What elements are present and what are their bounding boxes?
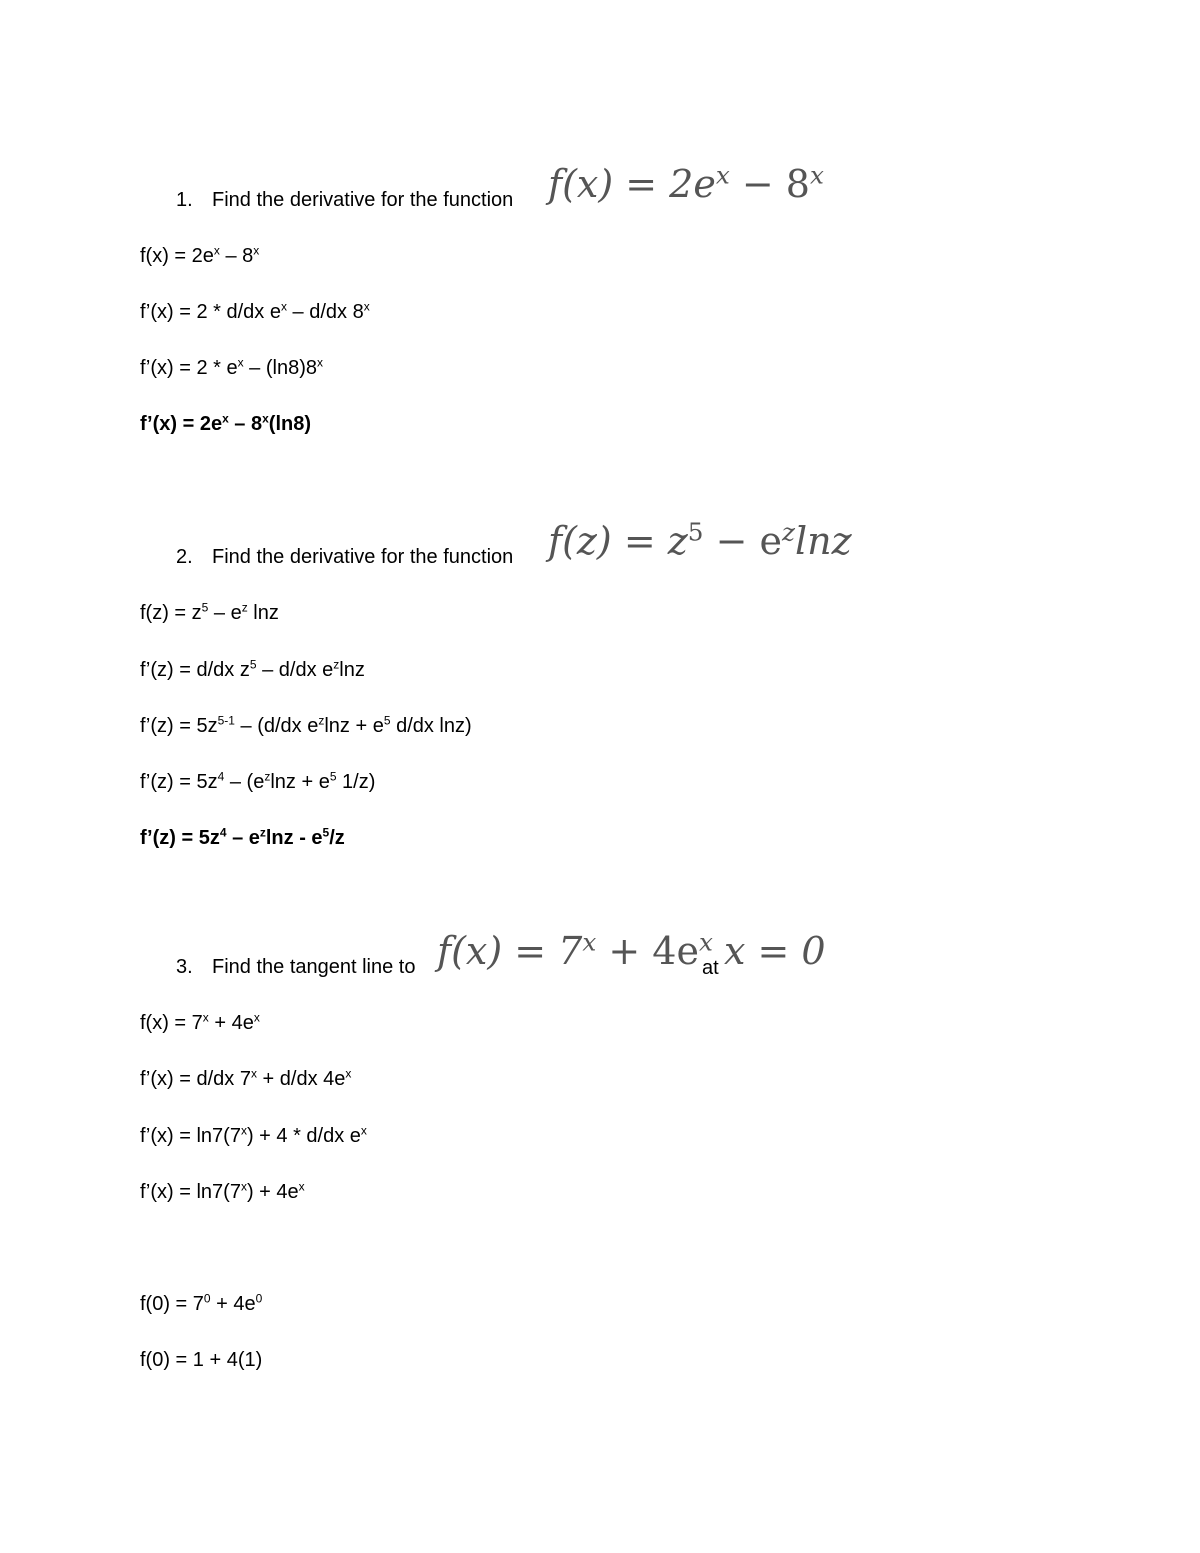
problem-2-answer xyxy=(140,826,345,850)
math-text-fragment: – e xyxy=(226,827,260,849)
problem-3-at-word: at xyxy=(702,957,719,979)
math-text-fragment: f’(x) = 2e xyxy=(140,413,223,435)
problem-3-step-3 xyxy=(140,1124,367,1148)
math-text-fragment: + d/dx 4e xyxy=(256,1068,346,1090)
math-text-fragment: x xyxy=(202,1010,209,1025)
math-text-fragment: f’(x) = d/dx 7 xyxy=(140,1068,251,1090)
math-text-fragment: – (ln8)8 xyxy=(243,357,317,379)
math-text-fragment: – d/dx 8 xyxy=(286,301,364,323)
problem-3-formula xyxy=(437,929,713,973)
math-text-fragment: x xyxy=(363,299,370,314)
math-text-fragment: – 8 xyxy=(228,413,263,435)
math-text-fragment: f(x) = 2e xyxy=(140,245,214,267)
math-text-fragment: – d/dx e xyxy=(256,659,334,681)
math-text-fragment: – (e xyxy=(224,771,265,793)
math-text-fragment: x xyxy=(237,355,244,370)
math-text-fragment: 5 xyxy=(687,517,704,547)
problem-1-step-1 xyxy=(140,244,259,268)
problem-1-answer xyxy=(140,412,311,436)
math-text-fragment: lnz - e xyxy=(265,827,323,849)
math-text-fragment: 0 xyxy=(255,1291,263,1306)
math-text-fragment: 5 xyxy=(383,713,391,728)
math-text-fragment: x xyxy=(698,927,713,957)
math-text-fragment: z xyxy=(264,769,271,784)
math-text-fragment: f(z) = z xyxy=(140,602,202,624)
math-text-fragment: 5 xyxy=(249,657,257,672)
math-text-fragment: lnz + e xyxy=(270,771,330,793)
problem-3-step-6 xyxy=(140,1348,262,1372)
math-text-fragment: 1/z) xyxy=(336,771,376,793)
problem-1-formula xyxy=(548,162,824,206)
math-text-fragment: f’(x) = 2 * d/dx e xyxy=(140,301,281,323)
problem-1-number: 1. xyxy=(176,189,193,211)
problem-1-step-2 xyxy=(140,300,370,324)
math-text-fragment: f(x) = 7 xyxy=(140,1012,203,1034)
problem-1-step-3 xyxy=(140,356,323,380)
math-text-fragment: z xyxy=(241,600,248,615)
math-text-fragment: x xyxy=(809,160,824,190)
math-text-fragment: 5 xyxy=(329,769,337,784)
problem-3-number: 3. xyxy=(176,956,193,978)
math-text-fragment: d/dx lnz) xyxy=(390,715,472,737)
problem-3-heading xyxy=(176,955,415,979)
problem-2-step-1 xyxy=(140,601,279,625)
math-text-fragment: − 8 xyxy=(729,162,810,206)
math-text-fragment: f’(x) = ln7(7 xyxy=(140,1181,241,1203)
math-text-fragment: x xyxy=(253,243,260,258)
math-text-fragment: f’(x) = 2 * e xyxy=(140,357,238,379)
math-text-fragment: 5 xyxy=(201,600,209,615)
math-text-fragment: x xyxy=(240,1123,247,1138)
math-text-fragment: lnz xyxy=(795,519,852,563)
math-text-fragment: 5-1 xyxy=(217,713,235,728)
math-text-fragment: – (d/dx e xyxy=(234,715,319,737)
problem-3-condition xyxy=(724,929,826,973)
math-text-fragment: + 4e xyxy=(208,1012,254,1034)
math-text-fragment: x xyxy=(222,411,229,426)
problem-2-formula xyxy=(548,519,852,563)
math-text-fragment: x xyxy=(317,355,323,370)
math-text-fragment: 0 xyxy=(203,1291,211,1306)
math-text-fragment: x xyxy=(253,1010,260,1025)
math-text-fragment: x xyxy=(298,1179,305,1194)
math-text-fragment: x xyxy=(250,1066,257,1081)
math-text-fragment: 5 xyxy=(322,825,330,840)
problem-3-step-2 xyxy=(140,1067,351,1091)
math-text-fragment: x xyxy=(213,243,220,258)
math-text-fragment: f’(z) = d/dx z xyxy=(140,659,250,681)
problem-2-prompt: Find the derivative for the function xyxy=(212,546,514,568)
math-text-fragment: f(x) = 2e xyxy=(548,162,716,206)
math-text-fragment: f(x) = 7 xyxy=(437,929,583,973)
math-text-fragment: lnz xyxy=(339,659,365,681)
math-text-fragment: f’(z) = 5z xyxy=(140,827,220,849)
problem-1-heading xyxy=(176,188,513,212)
problem-2-heading xyxy=(176,545,513,569)
math-text-fragment: x = 0 xyxy=(724,929,826,973)
problem-3-step-5 xyxy=(140,1292,262,1316)
math-text-fragment: z xyxy=(318,713,325,728)
math-text-fragment: x xyxy=(280,299,287,314)
math-text-fragment: − e xyxy=(703,519,782,563)
math-text-fragment: z xyxy=(259,825,266,840)
problem-2-step-3 xyxy=(140,714,472,738)
problem-2-number: 2. xyxy=(176,546,193,568)
math-text-fragment: 4 xyxy=(219,825,227,840)
problem-1-prompt: Find the derivative for the function xyxy=(212,189,514,211)
math-text-fragment: x xyxy=(582,927,597,957)
math-text-fragment: ) + 4e xyxy=(246,1181,299,1203)
math-text-fragment: x xyxy=(360,1123,367,1138)
math-text-fragment: f’(x) = ln7(7 xyxy=(140,1125,241,1147)
math-text-fragment: x xyxy=(262,411,269,426)
math-text-fragment: + 4e xyxy=(596,929,699,973)
problem-3-step-1 xyxy=(140,1011,260,1035)
problem-2-step-4 xyxy=(140,770,375,794)
math-text-fragment: lnz xyxy=(247,602,279,624)
problem-3-prompt: Find the tangent line to xyxy=(212,956,416,978)
math-text-fragment: f(0) = 1 + 4(1) xyxy=(140,1349,263,1371)
math-text-fragment: x xyxy=(240,1179,247,1194)
math-text-fragment: lnz + e xyxy=(324,715,384,737)
math-text-fragment: + 4e xyxy=(210,1293,256,1315)
math-text-fragment: x xyxy=(345,1066,352,1081)
problem-2-step-2 xyxy=(140,658,365,682)
math-text-fragment: z xyxy=(333,657,340,672)
math-text-fragment: f(0) = 7 xyxy=(140,1293,204,1315)
math-text-fragment: 4 xyxy=(217,769,225,784)
math-text-fragment: f’(z) = 5z xyxy=(140,715,218,737)
math-text-fragment: (ln8) xyxy=(268,413,312,435)
math-text-fragment: ) + 4 * d/dx e xyxy=(246,1125,361,1147)
math-text-fragment: x xyxy=(715,160,730,190)
problem-3-step-4 xyxy=(140,1180,305,1204)
math-text-fragment: f(z) = z xyxy=(548,519,688,563)
math-text-fragment: f’(z) = 5z xyxy=(140,771,218,793)
math-text-fragment: – 8 xyxy=(219,245,254,267)
math-text-fragment: z xyxy=(781,517,795,547)
math-text-fragment: – e xyxy=(208,602,242,624)
math-text-fragment: /z xyxy=(329,827,345,849)
